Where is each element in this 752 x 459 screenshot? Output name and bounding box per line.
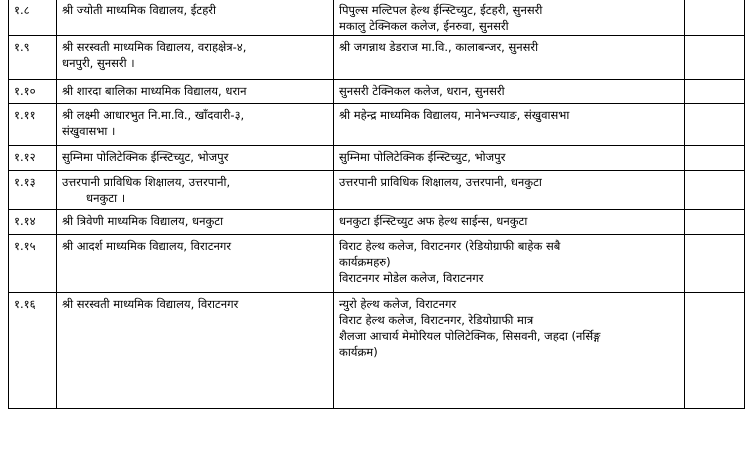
college-name: न्युरो हेल्थ कलेज, विराटनगर [339, 297, 457, 311]
table-row [9, 0, 745, 36]
empty-cell [685, 146, 745, 171]
table-row [9, 171, 745, 210]
empty-cell [685, 293, 745, 409]
empty-cell [685, 0, 745, 36]
row-number: १.९ [9, 36, 57, 80]
row-number: १.१२ [9, 146, 57, 171]
college-name: उत्तरपानी प्राविधिक शिक्षालय, उत्तरपानी, धनकुटा [339, 175, 542, 189]
college-cell [334, 146, 685, 171]
table-row [9, 80, 745, 104]
table-row [9, 293, 745, 409]
school-cell [57, 104, 334, 146]
school-name: धनपुरी, सुनसरी । [62, 56, 135, 70]
college-name: कार्यक्रम) [339, 345, 378, 359]
school-name: श्री सरस्वती माध्यमिक विद्यालय, वराहक्षेत्र-४, [62, 40, 247, 54]
college-name: विराट हेल्थ कलेज, विराटनगर, रेडियोग्राफी मात्र [339, 313, 534, 327]
row-number: १.१५ [9, 235, 57, 293]
school-name: श्री सरस्वती माध्यमिक विद्यालय, विराटनगर [62, 297, 239, 311]
table-row [9, 146, 745, 171]
college-name: श्री महेन्द्र माध्यमिक विद्यालय, मानेभन्ज्याङ, संखुवासभा [339, 108, 570, 122]
school-cell [57, 80, 334, 104]
school-cell [57, 293, 334, 409]
college-name: धनकुटा ईन्स्टिच्युट अफ हेल्थ साईन्स, धनकुटा [339, 214, 528, 228]
college-cell [334, 104, 685, 146]
college-cell [334, 0, 685, 36]
school-name: श्री त्रिवेणी माध्यमिक विद्यालय, धनकुटा [62, 214, 224, 228]
college-name: कार्यक्रमहरु) [339, 255, 391, 269]
empty-cell [685, 36, 745, 80]
school-cell [57, 36, 334, 80]
college-name: श्री जगन्नाथ डेडराज मा.वि., कालाबन्जर, सुनसरी [339, 40, 539, 54]
school-name: श्री आदर्श माध्यमिक विद्यालय, विराटनगर [62, 239, 232, 253]
college-cell [334, 80, 685, 104]
table-body [9, 0, 745, 409]
table-row [9, 210, 745, 235]
empty-cell [685, 210, 745, 235]
table-row [9, 36, 745, 80]
school-name: श्री लक्ष्मी आधारभुत नि.मा.वि., खाँदवारी-३, [62, 108, 245, 122]
row-number: १.१६ [9, 293, 57, 409]
college-name: पिपुल्स मल्टिपल हेल्थ ईन्स्टिच्युट, ईटहरी, सुनसरी [339, 3, 543, 17]
row-number: १.१३ [9, 171, 57, 210]
college-cell [334, 210, 685, 235]
table-row [9, 104, 745, 146]
row-number: १.८ [9, 0, 57, 36]
school-cell [57, 171, 334, 210]
school-cell [57, 146, 334, 171]
school-name: उत्तरपानी प्राविधिक शिक्षालय, उत्तरपानी, [62, 175, 231, 189]
college-cell [334, 293, 685, 409]
school-name: सुम्निमा पोलिटेक्निक ईन्स्टिच्युट, भोजपुर [62, 150, 229, 164]
school-cell [57, 210, 334, 235]
empty-cell [685, 171, 745, 210]
college-name: सुम्निमा पोलिटेक्निक ईन्स्टिच्युट, भोजपुर [339, 150, 506, 164]
row-number: १.११ [9, 104, 57, 146]
college-cell [334, 36, 685, 80]
row-number: १.१४ [9, 210, 57, 235]
school-cell [57, 0, 334, 36]
college-name: शैलजा आचार्य मेमोरियल पोलिटेक्निक, सिसवनी, जहदा (नर्सिङ्ग [339, 329, 601, 343]
school-name: श्री शारदा बालिका माध्यमिक विद्यालय, धरान [62, 84, 247, 98]
allocation-table [8, 0, 745, 409]
empty-cell [685, 104, 745, 146]
empty-cell [685, 80, 745, 104]
table-row [9, 235, 745, 293]
college-name: मकालु टेक्निकल कलेज, ईनरुवा, सुनसरी [339, 19, 509, 33]
school-name: संखुवासभा । [62, 124, 116, 138]
college-name: सुनसरी टेक्निकल कलेज, धरान, सुनसरी [339, 84, 505, 98]
school-cell [57, 235, 334, 293]
row-number: १.१० [9, 80, 57, 104]
college-name: विराट हेल्थ कलेज, विराटनगर (रेडियोग्राफी बाहेक सबै [339, 239, 561, 253]
college-name: विराटनगर मोडेल कलेज, विराटनगर [339, 271, 484, 285]
college-cell [334, 235, 685, 293]
college-cell [334, 171, 685, 210]
school-name: श्री ज्योती माध्यमिक विद्यालय, ईटहरी [62, 3, 216, 17]
empty-cell [685, 235, 745, 293]
school-name: धनकुटा । [86, 191, 126, 205]
